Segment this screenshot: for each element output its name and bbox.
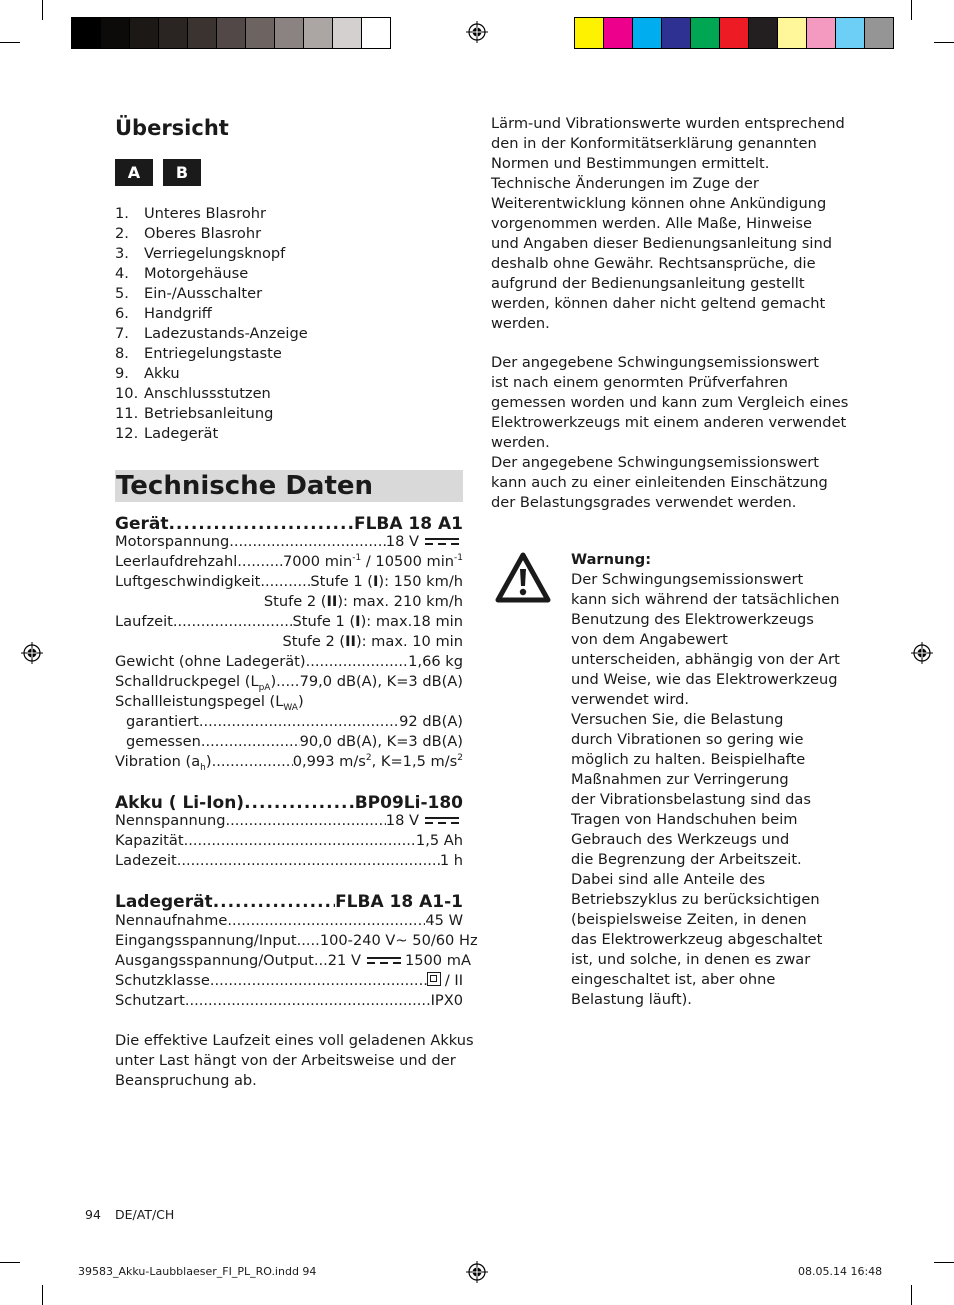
spec-idle-speed: Leerlaufdrehzahl ..... 7000 $\min^{-1} / 10500$ $\min^{-1}$ [115,552,463,572]
text-line: Normen und Bestimmungen ermittelt. [491,155,770,172]
figure-label-a: A [115,159,153,186]
gray-swatch [275,18,304,48]
text-line: und Weise, wie das Elektrowerkzeug [571,671,838,688]
text-line: vorgenommen werden. Alle Maße, Hinweise [491,215,812,232]
process-color-swatch [691,18,720,48]
registration-mark-icon [466,21,488,43]
text-line: Der angegebene Schwingungsemissionswert [491,354,819,371]
text-line: Betriebszyklus zu berücksichtigen [571,891,820,908]
process-color-bar [574,17,894,49]
gray-swatch [246,18,275,48]
process-color-swatch [720,18,749,48]
process-color-swatch [633,18,662,48]
text-line: Weiterentwicklung können ohne Ankündigung [491,195,827,212]
text-line: die Begrenzung der Arbeitszeit. [571,851,802,868]
measurement-note [491,114,845,334]
region-code: DE/AT/CH [115,1207,175,1222]
text-line: das Elektrowerkzeug abgeschaltet [571,931,823,948]
text-line: der Vibrationsbelastung sind das [571,791,811,808]
text-line: werden. [491,315,550,332]
list-item-number: 10. [115,385,139,402]
spec-runtime: Laufzeit ..... Stufe 1 (I): max.18 min [115,612,463,632]
text-line: Der angegebene Schwingungsemissionswert [491,454,819,471]
protection-class-ii-icon [427,972,441,986]
process-color-swatch [662,18,691,48]
gray-swatch [159,18,188,48]
device-header: Gerät ..... FLBA 18 A1 [115,513,463,535]
gray-swatch [304,18,333,48]
list-item-number: 1. [115,205,129,222]
process-color-swatch [604,18,633,48]
list-item: Ladegerät [144,425,219,442]
dc-symbol-icon [367,956,401,966]
registration-mark-icon [466,1261,488,1283]
text-line: der Belastungsgrades verwendet werden. [491,494,797,511]
text-line: und Angaben dieser Bedienungsanleitung sind [491,235,832,252]
warning-title: Warnung: [571,551,652,568]
registration-mark-icon [21,642,43,664]
tech-data-heading: Technische Daten [116,471,374,501]
process-color-swatch [807,18,836,48]
process-color-swatch [778,18,807,48]
dc-symbol-icon [425,816,459,826]
print-date: 08.05.14 16:48 [798,1265,883,1278]
list-item: Handgriff [144,305,212,322]
process-color-swatch [575,18,604,48]
text-line: Beanspruchung ab. [115,1072,257,1089]
gray-swatch [362,18,390,48]
spec-vibration: Vibration $(a_h)$ ..... 0,993 $m/s^2$, K=1,5 $m/s^2$ [115,752,463,772]
list-item: Ladezustands-Anzeige [144,325,308,342]
spec-runtime-level2: Stufe 2 (II): max. 10 min [282,633,463,650]
gray-swatch [188,18,217,48]
list-item-number: 5. [115,285,129,302]
list-item: Akku [144,365,180,382]
spec-charger-output: Ausgangsspannung/Output...21 V 1500 mA [115,952,471,969]
spec-sound-power-measured: gemessen ..... 90,0 dB(A), K=3 dB(A) [126,732,463,752]
list-item: Verriegelungsknopf [144,245,286,262]
list-item: Entriegelungstaste [144,345,282,362]
text-line: ist nach einem genormten Prüfverfahren [491,374,788,391]
battery-header: Akku ( Li-Ion) ..... BP09Li-180 [115,792,463,814]
process-color-swatch [865,18,893,48]
text-line: Tragen von Handschuhen beim [571,811,798,828]
text-line: eingeschaltet ist, aber ohne [571,971,776,988]
spec-weight: Gewicht (ohne Ladegerät) ..... 1,66 kg [115,652,463,672]
gray-swatch [101,18,130,48]
spec-sound-power-guaranteed: garantiert ..... 92 dB(A) [126,712,463,732]
list-item: Unteres Blasrohr [144,205,267,222]
gray-swatch [72,18,101,48]
text-line: aufgrund der Bedienungsanleitung gestellt [491,275,805,292]
runtime-note [115,1031,474,1091]
list-item-number: 7. [115,325,129,342]
gray-swatch [130,18,159,48]
spec-air-speed-level2: Stufe 2 (II): max. 210 km/h [263,593,463,610]
process-color-swatch [749,18,778,48]
text-line: unter Last hängt von der Arbeitsweise und der [115,1052,456,1069]
overview-heading: Übersicht [115,116,229,140]
text-line: Elektrowerkzeugs mit einem anderen verwendet [491,414,847,431]
grayscale-color-bar [71,17,391,49]
list-item: Betriebsanleitung [144,405,274,422]
text-line: Der Schwingungsemissionswert [571,571,804,588]
text-line: Dabei sind alle Anteile des [571,871,766,888]
vibration-note [491,353,848,513]
spec-battery-voltage: Nennspannung ..... 18 V [115,811,463,831]
text-line: werden, können daher nicht geltend gemacht [491,295,826,312]
text-line: gemessen worden und kann zum Vergleich eines [491,394,849,411]
text-line: (beispielsweise Zeiten, in denen [571,911,807,928]
spec-protection-class: Schutzklasse ..... / II [115,971,463,991]
text-line: ist, und solche, in denen es zwar [571,951,811,968]
text-line: Gebrauch des Werkzeugs und [571,831,790,848]
warning-triangle-icon [495,552,551,604]
spec-ip-rating: Schutzart ..... IPX0 [115,991,463,1011]
process-color-swatch [836,18,865,48]
text-line: kann auch zu einer einleitenden Einschätzung [491,474,828,491]
text-line: deshalb ohne Gewähr. Rechtsansprüche, die [491,255,816,272]
list-item-number: 12. [115,425,139,442]
text-line: Technische Änderungen im Zuge der [491,175,759,192]
gray-swatch [333,18,362,48]
spec-sound-pressure: Schalldruckpegel $(L_{pA})$ ..... 79,0 dB(A), K=3 dB(A) [115,672,463,692]
text-line: Maßnahmen zur Verringerung [571,771,789,788]
gray-swatch [217,18,246,48]
list-item-number: 6. [115,305,129,322]
figure-label-b: B [163,159,201,186]
text-line: Belastung läuft). [571,991,692,1008]
text-line: kann sich während der tatsächlichen [571,591,840,608]
list-item-number: 3. [115,245,129,262]
list-item-number: 2. [115,225,129,242]
page-number: 94 [85,1207,101,1222]
warning-text [571,570,840,1010]
list-item-number: 4. [115,265,129,282]
text-line: von dem Angabewert [571,631,728,648]
spec-charger-input: Eingangsspannung/Input.....100-240 V~ 50/60 Hz [115,932,478,949]
list-item-number: 11. [115,405,139,422]
text-line: verwendet wird. [571,691,690,708]
spec-charger-power: Nennaufnahme ..... 45 W [115,911,463,931]
list-item: Motorgehäuse [144,265,249,282]
spec-sound-power: Schallleistungspegel $(L_{WA})$ [115,693,304,713]
list-item: Anschlussstutzen [144,385,271,402]
list-item: Oberes Blasrohr [144,225,262,242]
file-slug: 39583_Akku-Laubblaeser_FI_PL_RO.indd 94 [78,1265,317,1278]
text-line: werden. [491,434,550,451]
text-line: Benutzung des Elektrowerkzeugs [571,611,814,628]
spec-motor-voltage: Motorspannung ..... 18 V [115,532,463,552]
spec-charge-time: Ladezeit ..... 1 h [115,851,463,871]
text-line: den in der Konformitätserklärung genannten [491,135,817,152]
list-item-number: 9. [115,365,129,382]
charger-header: Ladegerät ..... FLBA 18 A1-1 [115,891,463,913]
text-line: Versuchen Sie, die Belastung [571,711,784,728]
list-item: Ein-/Ausschalter [144,285,263,302]
text-line: unterscheiden, abhängig von der Art [571,651,840,668]
text-line: Die effektive Laufzeit eines voll geladenen Akkus [115,1032,474,1049]
text-line: Lärm-und Vibrationswerte wurden entsprechend [491,115,845,132]
spec-battery-capacity: Kapazität ..... 1,5 Ah [115,831,463,851]
spec-air-speed: Luftgeschwindigkeit ..... Stufe 1 (I): 150 km/h [115,572,463,592]
list-item-number: 8. [115,345,129,362]
dc-symbol-icon [425,537,459,547]
text-line: durch Vibrationen so gering wie [571,731,804,748]
text-line: möglich zu halten. Beispielhafte [571,751,806,768]
registration-mark-icon [911,642,933,664]
